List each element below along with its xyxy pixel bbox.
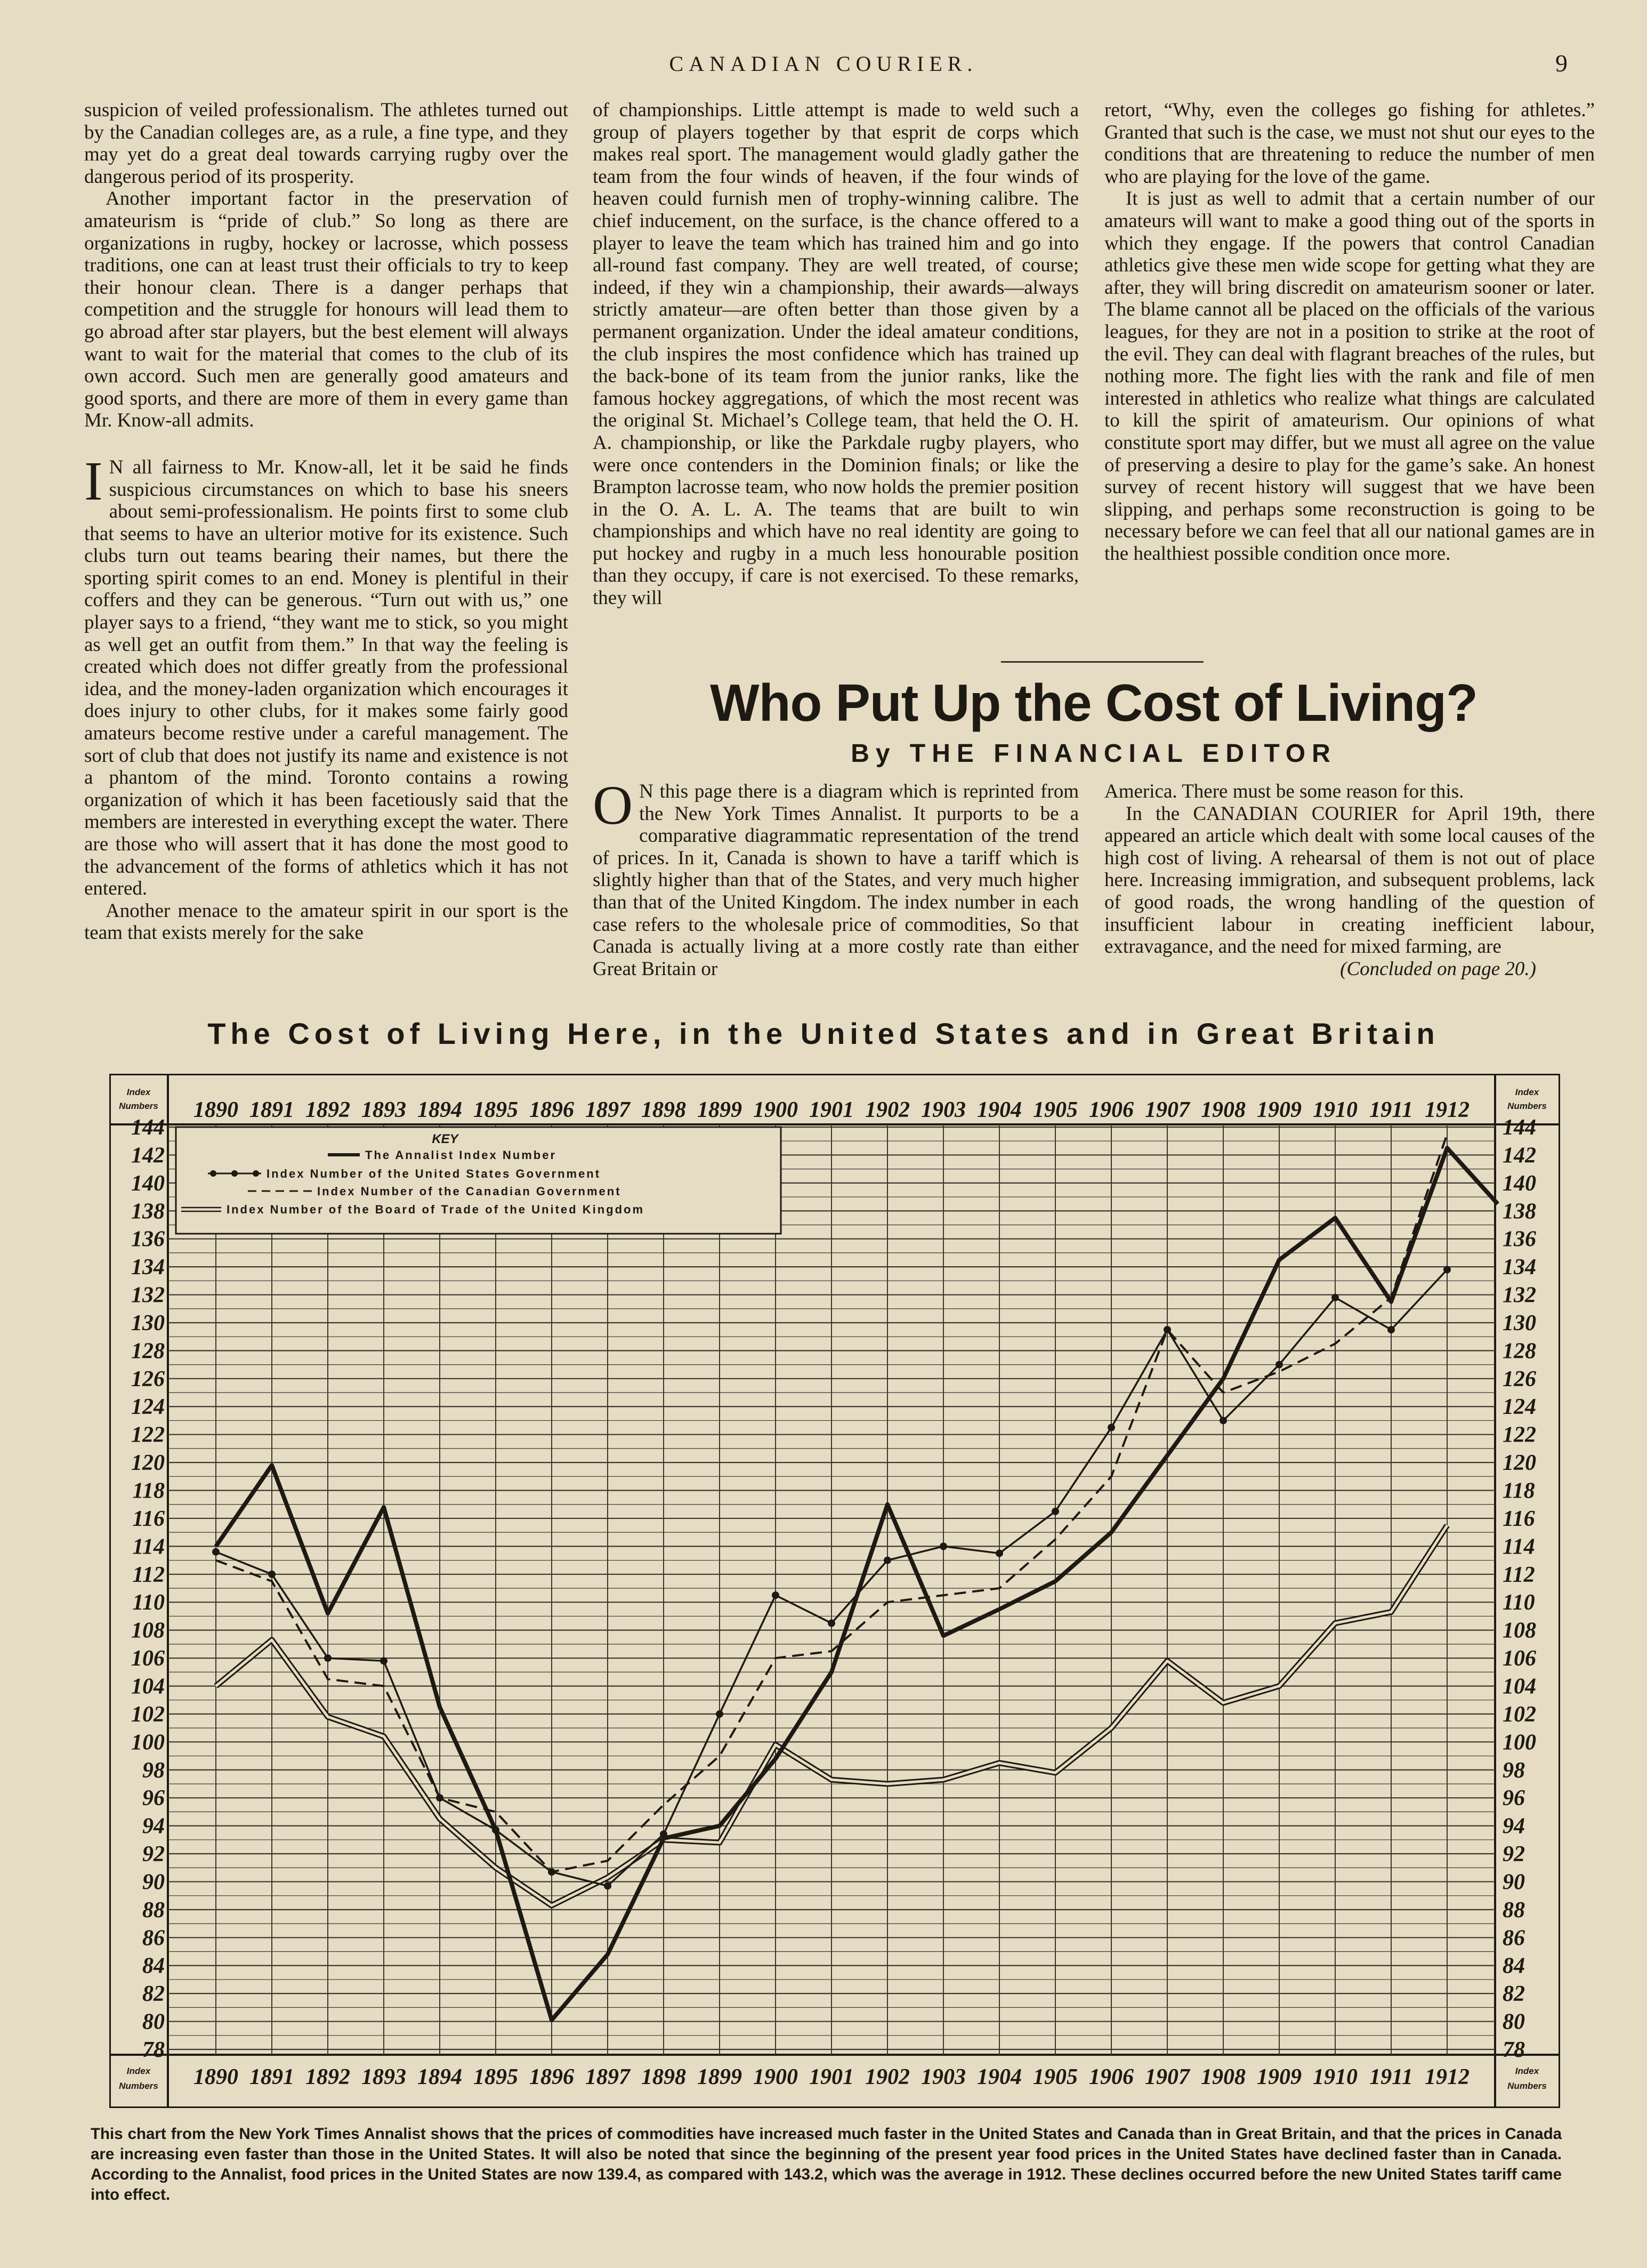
y-tick-label-left: 88 bbox=[142, 1897, 165, 1923]
y-tick-label-left: 118 bbox=[132, 1478, 165, 1503]
x-tick-label-bottom: 1897 bbox=[585, 2065, 630, 2089]
series-point-us bbox=[940, 1542, 947, 1550]
y-tick-label-left: 140 bbox=[131, 1171, 165, 1196]
y-tick-label-right: 142 bbox=[1503, 1143, 1536, 1168]
x-tick-label-bottom: 1903 bbox=[921, 2065, 966, 2089]
y-tick-label-left: 114 bbox=[132, 1534, 165, 1559]
x-tick-label-top: 1897 bbox=[585, 1098, 630, 1122]
y-tick-label-left: 98 bbox=[142, 1758, 165, 1783]
series-point-us bbox=[1443, 1266, 1451, 1273]
y-tick-label-left: 122 bbox=[131, 1422, 165, 1447]
y-tick-label-right: 140 bbox=[1503, 1171, 1536, 1196]
series-point-us bbox=[268, 1571, 276, 1578]
dropcap: O bbox=[593, 775, 633, 836]
paragraph-text: N this page there is a diagram which is reprinted from the New York Times Annalist. It purports to be a comparative diagrammatic representation of the trend of prices. In it, Canada is shown to have a tariff which is slightly higher than that of the States, and very much higher than that of the United Kingdom. The index number in each case refers to the wholesale price of commodities, So that Canada is actually living at a more costly rate than either Great Britain or bbox=[593, 781, 1079, 980]
series-point-us bbox=[1220, 1417, 1227, 1424]
y-tick-label-right: 120 bbox=[1503, 1451, 1536, 1476]
y-tick-label-right: 86 bbox=[1503, 1926, 1525, 1951]
paragraph: of championships. Little attempt is made to weld such a group of players together by that esprit de corps which makes real sport. The management would gladly gather the team from the four winds of heaven, if the four winds of heaven could furnish men of trophy-winning calibre. The chief inducement, on the surface, is the chance offered to a player to leave the team which has trained him and go into all-round fast company. They are well treated, of course; indeed, if they win a championship, their awards—always strictly amateur—are often better than those given by a permanent organization. Under the ideal amateur conditions, the club inspires the most confidence which has trained up the back-bone of its team from the junior ranks, like the famous hockey aggregations, of which the most recent was the original St. Michael’s College team, that held the O. H. A. championship, or like the Parkdale rugby players, who were once contenders in the Dominion finals; or like the Brampton lacrosse team, who now holds the premier position in the O. A. L. A. The teams that are built to win championships and which have no real identity are going to put hockey and rugby in a much less honourable position than they occupy, if care is not exercised. To these remarks, they will bbox=[593, 99, 1079, 609]
x-tick-label-top: 1891 bbox=[249, 1098, 294, 1122]
y-tick-label-right: 84 bbox=[1503, 1953, 1525, 1979]
x-tick-label-top: 1908 bbox=[1201, 1098, 1246, 1122]
y-tick-label-left: 90 bbox=[142, 1870, 165, 1895]
chart-title: The Cost of Living Here, in the United States and in Great Britain bbox=[207, 1017, 1440, 1050]
y-tick-label-right: 144 bbox=[1503, 1115, 1536, 1140]
y-tick-label-right: 134 bbox=[1503, 1255, 1536, 1280]
x-tick-label-top: 1890 bbox=[193, 1098, 238, 1122]
y-tick-label-right: 100 bbox=[1503, 1730, 1536, 1755]
y-tick-label-right: 128 bbox=[1503, 1339, 1536, 1364]
series-point-us bbox=[548, 1868, 555, 1876]
y-tick-label-left: 144 bbox=[131, 1115, 165, 1140]
y-tick-label-right: 78 bbox=[1503, 2038, 1525, 2062]
y-tick-label-right: 88 bbox=[1503, 1897, 1525, 1923]
y-tick-label-right: 138 bbox=[1503, 1199, 1536, 1224]
x-tick-label-bottom: 1890 bbox=[193, 2065, 238, 2089]
series-point-us bbox=[604, 1882, 611, 1889]
x-tick-label-bottom: 1891 bbox=[249, 2065, 294, 2089]
y-tick-label-left: 136 bbox=[131, 1227, 165, 1252]
dropcap-paragraph bbox=[84, 450, 568, 900]
x-tick-label-top: 1904 bbox=[977, 1098, 1022, 1122]
x-tick-label-top: 1900 bbox=[753, 1098, 798, 1122]
axis-label-bottom-right: Numbers bbox=[1507, 2081, 1547, 2091]
y-tick-label-right: 116 bbox=[1503, 1506, 1535, 1531]
dropcap: I bbox=[84, 450, 103, 512]
y-tick-label-right: 132 bbox=[1503, 1283, 1536, 1308]
article1-column-2 bbox=[593, 99, 1079, 609]
series-point-us bbox=[212, 1548, 220, 1556]
key-title: KEY bbox=[432, 1132, 458, 1146]
axis-label-bottom-right: Index bbox=[1515, 2066, 1539, 2076]
x-tick-label-top: 1903 bbox=[921, 1098, 966, 1122]
axis-label-bottom-left: Numbers bbox=[119, 2081, 158, 2091]
axis-label-top-right: Index bbox=[1515, 1087, 1539, 1097]
y-tick-label-right: 92 bbox=[1503, 1842, 1525, 1867]
x-tick-label-top: 1893 bbox=[361, 1098, 406, 1122]
y-tick-label-right: 118 bbox=[1503, 1478, 1535, 1503]
y-tick-label-right: 106 bbox=[1503, 1646, 1536, 1671]
y-tick-label-left: 104 bbox=[131, 1674, 165, 1699]
series-point-us bbox=[1387, 1326, 1395, 1333]
series-point-us bbox=[884, 1557, 891, 1564]
x-tick-label-bottom: 1893 bbox=[361, 2065, 406, 2089]
x-tick-label-top: 1901 bbox=[809, 1098, 854, 1122]
cost-of-living-chart bbox=[109, 1074, 1560, 2108]
article1-column-1 bbox=[84, 99, 568, 944]
y-tick-label-left: 80 bbox=[142, 2009, 165, 2034]
series-point-us bbox=[1331, 1294, 1339, 1301]
y-tick-label-left: 108 bbox=[131, 1618, 165, 1643]
y-tick-label-right: 96 bbox=[1503, 1786, 1525, 1811]
series-point-us bbox=[996, 1549, 1003, 1557]
x-tick-label-top: 1894 bbox=[417, 1098, 462, 1122]
key-sample-us-dot bbox=[231, 1170, 238, 1177]
y-tick-label-left: 94 bbox=[142, 1814, 165, 1839]
chart-caption: This chart from the New York Times Annalist shows that the prices of commodities have increased much faster in the United States and Canada than in Great Britain, and that the prices in Canada are increasing even faster than those in the United States. It will also be noted that since the beginning of the present year food prices in the United States have declined faster than in Canada. According to the Annalist, food prices in the United States are now 139.4, as compared with 143.2, which was the average in 1912. These declines occurred before the new United States tariff came into effect. bbox=[91, 2125, 1562, 2203]
paragraph: America. There must be some reason for this. bbox=[1104, 781, 1464, 802]
x-tick-label-bottom: 1912 bbox=[1425, 2065, 1470, 2089]
paragraph: Another important factor in the preservation of amateurism is “pride of club.” So long as there are organizations in rugby, hockey or lacrosse, which possess traditions, one can at least trust their officials to try to keep their honour clean. There is a danger perhaps that competition and the struggle for honours will lead them to go abroad after star players, but the best element will always want to wait for the material that comes to the club of its own accord. Such men are generally good amateurs and good sports, and there are more of them in every game than Mr. Know-all admits. bbox=[84, 188, 568, 432]
x-tick-label-top: 1909 bbox=[1257, 1098, 1302, 1122]
y-tick-label-right: 104 bbox=[1503, 1674, 1536, 1699]
y-tick-label-left: 92 bbox=[142, 1842, 165, 1867]
paragraph: It is just as well to admit that a certain number of our amateurs will want to make a good thing out of the sports in which they engage. If the powers that control Canadian athletics give these men wide scope for getting what they are after, they will bring discredit on amateurism sooner or later. The blame cannot all be placed on the officials of the various leagues, for they are not in a position to strike at the root of the evil. They can deal with flagrant breaches of the rules, but nothing more. The fight lies with the rank and file of men interested in athletics who realize what things are calculated to kill the spirit of amateurism. Our opinions of what constitute sport may differ, but we must all agree on the value of preserving a desire to play for the game’s sake. An honest survey of recent history will suggest that we have been slipping, and perhaps some reconstruction is going to be necessary before we can feel that all our national games are in the healthiest possible condition once more. bbox=[1104, 188, 1595, 565]
y-tick-label-left: 132 bbox=[131, 1283, 165, 1308]
y-tick-label-left: 100 bbox=[131, 1730, 165, 1755]
y-tick-label-left: 126 bbox=[131, 1366, 165, 1392]
y-tick-label-left: 130 bbox=[131, 1310, 165, 1336]
x-tick-label-bottom: 1910 bbox=[1313, 2065, 1358, 2089]
x-tick-label-bottom: 1899 bbox=[697, 2065, 742, 2089]
y-tick-label-right: 98 bbox=[1503, 1758, 1525, 1783]
series-point-us bbox=[1164, 1326, 1171, 1333]
x-tick-label-bottom: 1911 bbox=[1369, 2065, 1413, 2089]
y-tick-label-left: 116 bbox=[132, 1506, 165, 1531]
y-tick-label-right: 122 bbox=[1503, 1422, 1536, 1447]
x-tick-label-top: 1898 bbox=[641, 1098, 686, 1122]
section-divider bbox=[1001, 661, 1204, 663]
dropcap-paragraph bbox=[593, 775, 1079, 980]
x-tick-label-top: 1899 bbox=[697, 1098, 742, 1122]
y-tick-label-left: 106 bbox=[131, 1646, 165, 1671]
y-tick-label-left: 78 bbox=[142, 2038, 165, 2062]
paragraph-text: N all fairness to Mr. Know-all, let it be said he finds suspicious circumstances on which to base his sneers about semi-professionalism. He points first to some club that seems to have an ulterior motive for its existence. Such clubs turn out teams bearing their names, but there the sporting spirit comes to an end. Money is plentiful in their coffers and they can be generous. “Turn out with us,” one player says to a friend, “they want me to stick, so you might as well get an outfit from them.” In that way the feeling is created which does not differ greatly from the professional idea, and the money-laden organization which encourages it does injury to other clubs, for it makes some fairly good amateurs become restive under a careful management. The sort of club that does not justify its name and existence is not a phantom of the mind. Toronto contains a rowing organization of which it has been facetiously said that the members are interested in everything except the water. There are those who will assert that it has done the most good to the advancement of the forms of athletics which it has not entered. bbox=[84, 456, 568, 900]
x-tick-label-top: 1905 bbox=[1033, 1098, 1078, 1122]
article-headline: Who Put Up the Cost of Living? bbox=[710, 673, 1478, 732]
chart-svg bbox=[109, 1074, 1560, 2108]
article1-column-3 bbox=[1104, 99, 1595, 565]
paragraph: In the CANADIAN COURIER for April 19th, there appeared an article which dealt with some local causes of the high cost of living. A rehearsal of them is not out of place here. Increasing immigration, and subsequent problems, lack of good roads, the wrong handling of the question of insufficient labour in creating inefficient labour, extravagance, and the need for mixed farming, are bbox=[1104, 802, 1595, 958]
article-byline: By THE FINANCIAL EDITOR bbox=[851, 739, 1337, 768]
series-point-us bbox=[380, 1657, 387, 1664]
y-tick-label-left: 138 bbox=[131, 1199, 165, 1224]
x-tick-label-bottom: 1909 bbox=[1257, 2065, 1302, 2089]
y-tick-label-left: 112 bbox=[132, 1562, 165, 1587]
key-sample-us-dot bbox=[253, 1170, 259, 1177]
y-tick-label-right: 80 bbox=[1503, 2009, 1525, 2034]
x-tick-label-top: 1895 bbox=[473, 1098, 518, 1122]
series-point-us bbox=[772, 1591, 779, 1599]
paragraph: suspicion of veiled professionalism. The athletes turned out by the Canadian colleges are, as a rule, a fine type, and they may yet do a great deal towards carrying rugby over the dangerous period of its prosperity. bbox=[84, 99, 568, 188]
y-tick-label-right: 108 bbox=[1503, 1618, 1536, 1643]
y-tick-label-left: 110 bbox=[132, 1590, 165, 1615]
x-tick-label-bottom: 1894 bbox=[417, 2065, 462, 2089]
x-tick-label-top: 1910 bbox=[1313, 1098, 1358, 1122]
paragraph: retort, “Why, even the colleges go fishing for athletes.” Granted that such is the case, we must not shut our eyes to the conditions that are threatening to reduce the number of men who are playing for the love of the game. bbox=[1104, 99, 1595, 188]
y-tick-label-left: 96 bbox=[142, 1786, 165, 1811]
x-tick-label-top: 1911 bbox=[1369, 1098, 1413, 1122]
x-tick-label-bottom: 1908 bbox=[1201, 2065, 1246, 2089]
x-tick-label-bottom: 1892 bbox=[305, 2065, 350, 2089]
y-tick-label-right: 82 bbox=[1503, 1982, 1525, 2007]
y-tick-label-right: 94 bbox=[1503, 1814, 1525, 1839]
continuation-note: (Concluded on page 20.) bbox=[1340, 958, 1536, 980]
y-tick-label-right: 124 bbox=[1503, 1395, 1536, 1420]
series-line-annalist bbox=[216, 1148, 1498, 2020]
article2-column-1 bbox=[593, 775, 1079, 980]
y-tick-label-right: 112 bbox=[1503, 1562, 1535, 1587]
key-sample-us-dot bbox=[210, 1170, 216, 1177]
y-tick-label-left: 82 bbox=[142, 1982, 165, 2007]
y-tick-label-right: 136 bbox=[1503, 1227, 1536, 1252]
legend-entry-us: Index Number of the United States Government bbox=[267, 1167, 601, 1180]
y-tick-label-left: 128 bbox=[131, 1339, 165, 1364]
series-point-us bbox=[436, 1794, 443, 1801]
x-tick-label-bottom: 1905 bbox=[1033, 2065, 1078, 2089]
x-tick-label-top: 1892 bbox=[305, 1098, 350, 1122]
x-tick-label-bottom: 1895 bbox=[473, 2065, 518, 2089]
series-point-us bbox=[1052, 1508, 1059, 1515]
legend-entry-canada: Index Number of the Canadian Government bbox=[317, 1185, 621, 1198]
axis-label-top-left: Index bbox=[126, 1087, 151, 1097]
y-tick-label-left: 86 bbox=[142, 1926, 165, 1951]
y-tick-label-right: 90 bbox=[1503, 1870, 1525, 1895]
series-point-us bbox=[1275, 1361, 1283, 1369]
y-tick-label-left: 134 bbox=[131, 1255, 165, 1280]
y-tick-label-right: 110 bbox=[1503, 1590, 1535, 1615]
x-tick-label-bottom: 1901 bbox=[809, 2065, 854, 2089]
page-number: 9 bbox=[1555, 50, 1568, 77]
y-tick-label-left: 102 bbox=[131, 1702, 165, 1727]
y-tick-label-right: 102 bbox=[1503, 1702, 1536, 1727]
x-tick-label-bottom: 1906 bbox=[1089, 2065, 1134, 2089]
y-tick-label-left: 124 bbox=[131, 1395, 165, 1420]
x-tick-label-bottom: 1904 bbox=[977, 2065, 1022, 2089]
x-tick-label-bottom: 1896 bbox=[529, 2065, 574, 2089]
paragraph: Another menace to the amateur spirit in our sport is the team that exists merely for the sake bbox=[84, 899, 568, 944]
series-point-us bbox=[716, 1710, 723, 1718]
y-tick-label-right: 114 bbox=[1503, 1534, 1535, 1559]
x-tick-label-bottom: 1900 bbox=[753, 2065, 798, 2089]
x-tick-label-top: 1896 bbox=[529, 1098, 574, 1122]
y-tick-label-left: 84 bbox=[142, 1953, 165, 1979]
axis-label-top-right: Numbers bbox=[1507, 1101, 1547, 1111]
y-tick-label-left: 142 bbox=[131, 1143, 165, 1168]
y-tick-label-right: 126 bbox=[1503, 1366, 1536, 1392]
legend-entry-uk: Index Number of the Board of Trade of the United Kingdom bbox=[227, 1203, 645, 1216]
series-point-us bbox=[324, 1654, 332, 1662]
article2-column-2 bbox=[1104, 781, 1595, 980]
running-header: CANADIAN COURIER. bbox=[669, 52, 978, 76]
axis-label-bottom-left: Index bbox=[126, 2066, 151, 2076]
series-point-us bbox=[828, 1620, 835, 1627]
key-box bbox=[176, 1127, 781, 1234]
series-point-us bbox=[1108, 1424, 1115, 1431]
y-tick-label-right: 130 bbox=[1503, 1310, 1536, 1336]
x-tick-label-bottom: 1902 bbox=[865, 2065, 910, 2089]
x-tick-label-top: 1907 bbox=[1145, 1098, 1190, 1122]
axis-label-top-left: Numbers bbox=[119, 1101, 158, 1111]
x-tick-label-bottom: 1898 bbox=[641, 2065, 686, 2089]
x-tick-label-bottom: 1907 bbox=[1145, 2065, 1190, 2089]
y-tick-label-left: 120 bbox=[131, 1451, 165, 1476]
x-tick-label-top: 1912 bbox=[1425, 1098, 1470, 1122]
legend-entry-annalist: The Annalist Index Number bbox=[365, 1148, 557, 1162]
x-tick-label-top: 1906 bbox=[1089, 1098, 1134, 1122]
x-tick-label-top: 1902 bbox=[865, 1098, 910, 1122]
